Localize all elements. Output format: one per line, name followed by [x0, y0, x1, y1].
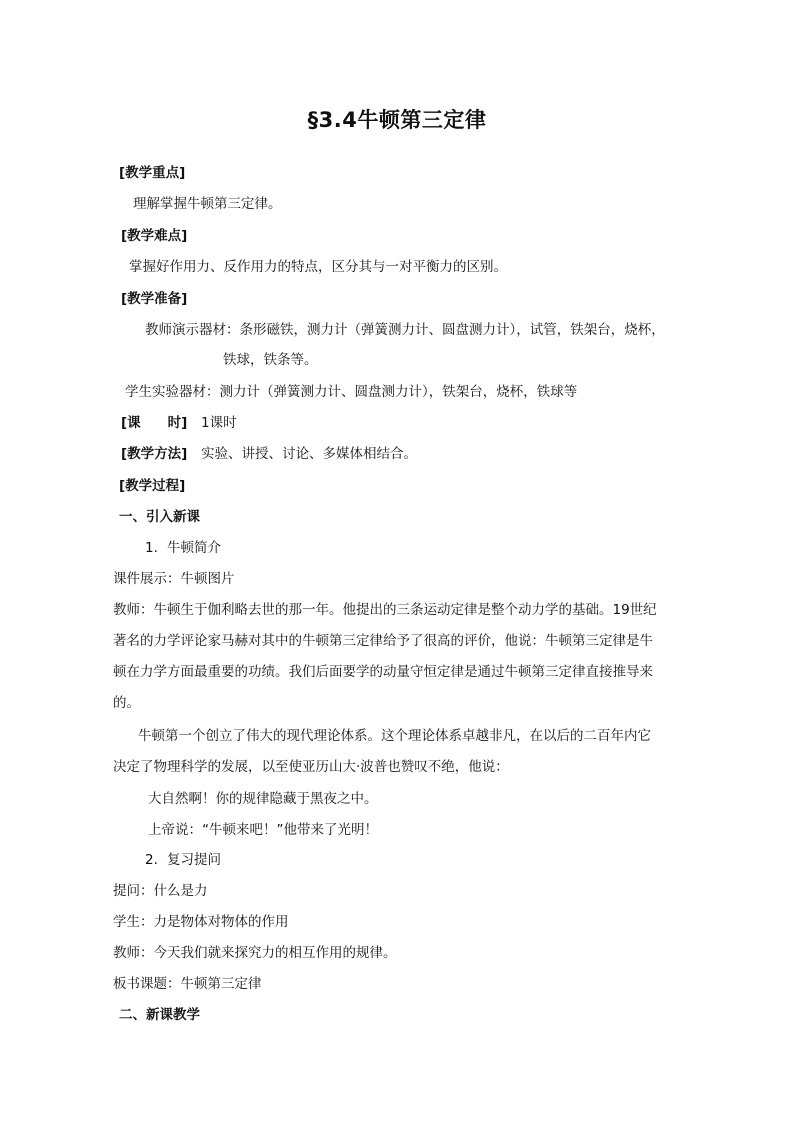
quote-line-1: 大自然啊！你的规律隐藏于黑夜之中。 — [148, 791, 378, 807]
teacher-paragraph-line-2: 著名的力学评论家马赫对其中的牛顿第三定律给予了很高的评价，他说：牛顿第三定律是牛 — [113, 633, 653, 649]
prep-label: [教学准备] — [121, 291, 188, 307]
item1-text: 牛顿简介 — [167, 540, 221, 556]
page-title: §3.4牛顿第三定律 — [307, 108, 487, 132]
difficulty-text: 掌握好作用力、反作用力的特点，区分其与一对平衡力的区别。 — [129, 259, 507, 275]
teacher-paragraph-line-4: 的。 — [113, 695, 140, 711]
item2-text: 复习提问 — [167, 852, 221, 868]
teacher-paragraph-line-1: 教师：牛顿生于伽利略去世的那一年。他提出的三条运动定律是整个动力学的基础。19世纪 — [113, 602, 657, 618]
method-label: [教学方法] — [121, 446, 188, 462]
quote-line-2: 上帝说：“牛顿来吧！”他带来了光明！ — [148, 822, 378, 838]
board-title-line: 板书课题：牛顿第三定律 — [113, 976, 262, 992]
part1-heading: 一、引入新课 — [119, 509, 200, 525]
teacher-equipment-line-1: 教师演示器材：条形磁铁，测力计（弹簧测力计、圆盘测力计），试管，铁架台，烧杯， — [145, 322, 665, 338]
hours-value: 1课时 — [201, 415, 237, 431]
difficulty-label: [教学难点] — [121, 228, 188, 244]
item1-number: 1. — [145, 540, 158, 556]
method-value: 实验、讲授、讨论、多媒体相结合。 — [201, 446, 417, 462]
part2-heading: 二、新课教学 — [119, 1007, 200, 1023]
teacher-equipment-line-2: 铁球，铁条等。 — [223, 352, 318, 368]
focus-label: [教学重点] — [119, 165, 186, 181]
question-line: 提问：什么是力 — [113, 883, 208, 899]
teacher-paragraph-line-3: 顿在力学方面最重要的功绩。我们后面要学的动量守恒定律是通过牛顿第三定律直接推导来 — [113, 664, 653, 680]
student-answer-line: 学生：力是物体对物体的作用 — [113, 914, 289, 930]
hours-label: [课 时] — [121, 415, 188, 431]
process-label: [教学过程] — [119, 478, 186, 494]
item1 — [145, 538, 221, 558]
student-equipment: 学生实验器材：测力计（弹簧测力计、圆盘测力计），铁架台，烧杯，铁球等 — [125, 384, 578, 400]
courseware-line: 课件展示：牛顿图片 — [113, 571, 235, 587]
item2 — [145, 850, 221, 870]
focus-text: 理解掌握牛顿第三定律。 — [133, 196, 282, 212]
item2-number: 2. — [145, 852, 158, 868]
teacher-today-line: 教师：今天我们就来探究力的相互作用的规律。 — [113, 945, 397, 961]
newton-paragraph-line-2: 决定了物理科学的发展，以至使亚历山大·波普也赞叹不绝，他说： — [113, 759, 509, 775]
newton-paragraph-line-1: 牛顿第一个创立了伟大的现代理论体系。这个理论体系卓越非凡，在以后的二百年内它 — [138, 728, 651, 744]
